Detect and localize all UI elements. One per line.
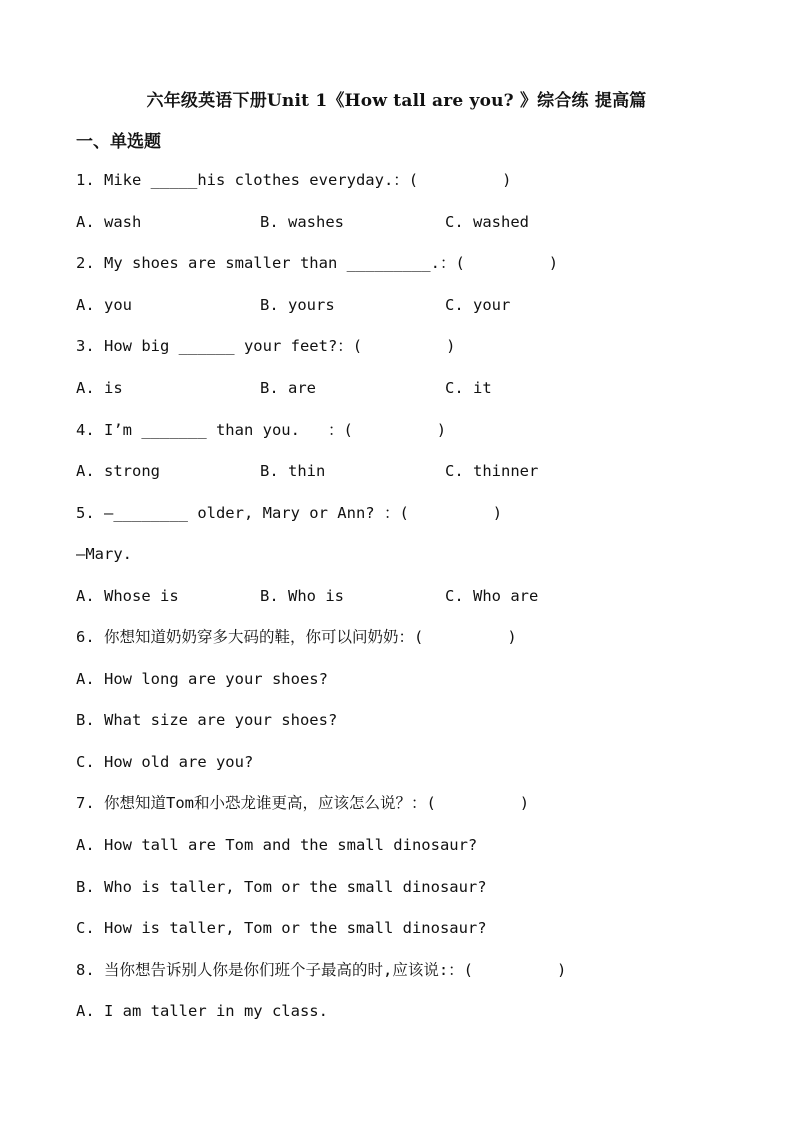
question-5-option-a: A. Whose is (76, 587, 179, 605)
question-7-option-c: C. How is taller, Tom or the small dinosaur? (76, 919, 487, 937)
question-5-reply: —Mary. (76, 545, 132, 563)
question-7-stem: 7. 你想知道Tom和小恐龙谁更高，应该怎么说？：( ) (76, 794, 530, 812)
question-4-option-c: C. thinner (445, 462, 539, 480)
question-1-option-c: C. washed (445, 213, 529, 231)
question-6-option-a: A. How long are your shoes? (76, 670, 328, 688)
question-2-option-c: C. your (445, 296, 511, 314)
question-2-stem: 2. My shoes are smaller than _________.：( ) (76, 254, 559, 272)
question-8-option-a: A. I am taller in my class. (76, 1002, 328, 1020)
question-3-option-a: A. is (76, 379, 123, 397)
question-5-option-b: B. Who is (260, 587, 344, 605)
question-7-option-a: A. How tall are Tom and the small dinosaur? (76, 836, 478, 854)
question-4-option-b: B. thin (260, 462, 326, 480)
question-1-stem: 1. Mike _____his clothes everyday.：( ) (76, 171, 512, 189)
section-heading: 一、单选题 (76, 132, 161, 152)
question-2-option-b: B. yours (260, 296, 335, 314)
question-5-stem: 5. —________ older, Mary or Ann? ：( ) (76, 504, 503, 522)
question-4-option-a: A. strong (76, 462, 160, 480)
question-6-option-c: C. How old are you? (76, 753, 254, 771)
question-1-option-a: A. wash (76, 213, 142, 231)
question-1-option-b: B. washes (260, 213, 344, 231)
question-3-stem: 3. How big ______ your feet?：( ) (76, 337, 456, 355)
question-8-stem: 8. 当你想告诉别人你是你们班个子最高的时,应该说:：( ) (76, 961, 567, 979)
question-5-option-c: C. Who are (445, 587, 539, 605)
question-3-option-b: B. are (260, 379, 316, 397)
question-6-stem: 6. 你想知道奶奶穿多大码的鞋，你可以问奶奶：( ) (76, 628, 517, 646)
question-7-option-b: B. Who is taller, Tom or the small dinosaur? (76, 878, 487, 896)
worksheet-title: 六年级英语下册Unit 1《How tall are you? 》综合练 提高篇 (146, 91, 647, 111)
question-4-stem: 4. I’m _______ than you. ：( ) (76, 421, 447, 439)
question-2-option-a: A. you (76, 296, 132, 314)
question-3-option-c: C. it (445, 379, 492, 397)
question-6-option-b: B. What size are your shoes? (76, 711, 338, 729)
